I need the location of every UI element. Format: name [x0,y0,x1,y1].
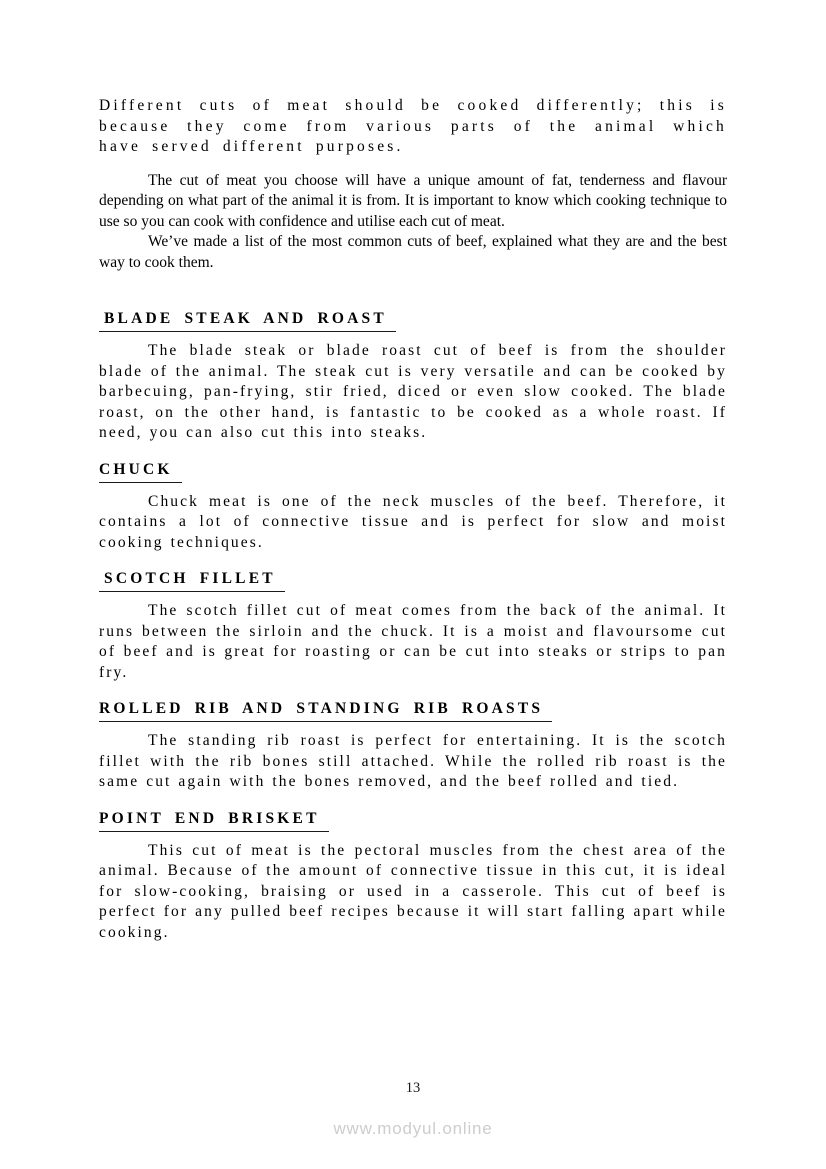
section-body-paragraph: This cut of meat is the pectoral muscles from the chest area of the animal. Because of the amount of connective tissue in this cut, it is ideal for slow-cooking, braising or used in a casserole. This cut of beef is perfect for any pulled beef recipes because it will start falling apart while cooking. [99,841,727,941]
intro-spaced-paragraph: Different cuts of meat should be cooked differently; this is because they come from various parts of the animal which have served different purposes. [99,97,727,155]
section-heading [99,309,727,332]
section-body-paragraph: The standing rib roast is perfect for entertaining. It is the scotch fillet with the rib bones still attached. While the rolled rib roast is the same cut again with the bones removed, and the beef rolled and tied. [99,732,727,790]
section-rolled-rib-and-standing-rib-roasts [99,699,727,793]
section-body-paragraph: The blade steak or blade roast cut of beef is from the shoulder blade of the animal. The steak cut is very versatile and can be cooked by barbecuing, pan-frying, stir fried, diced or even slow cooked. The blade roast, on the other hand, is fantastic to be cooked as a whole roast. If need, you can also cut this into steaks. [99,342,727,441]
section-heading [99,699,727,722]
intro-paragraph-2: We’ve made a list of the most common cuts of beef, explained what they are and the best way to cook them. [99,233,727,271]
section-heading-text: SCOTCH FILLET [99,569,285,592]
section-heading [99,809,727,832]
section-heading [99,569,727,592]
section-heading [99,460,727,483]
section-heading-text: CHUCK [99,460,182,483]
page-content [99,96,727,943]
section-blade-steak-and-roast [99,309,727,444]
section-heading-text: BLADE STEAK AND ROAST [99,309,396,332]
section-heading-text: ROLLED RIB AND STANDING RIB ROASTS [99,699,552,722]
section-chuck [99,460,727,554]
section-body-paragraph: Chuck meat is one of the neck muscles of the beef. Therefore, it contains a lot of connective tissue and is perfect for slow and moist cooking techniques. [99,492,727,551]
page-number: 13 [405,1080,421,1096]
watermark-url-text: www.modyul.online [333,1119,493,1138]
section-heading-text: POINT END BRISKET [99,809,329,832]
intro-paragraph-1: The cut of meat you choose will have a unique amount of fat, tenderness and flavour depending on what part of the animal it is from. It is important to know which cooking technique to use so you can cook with confidence and utilise each cut of meat. [99,171,727,230]
section-body-paragraph: The scotch fillet cut of meat comes from the back of the animal. It runs between the sirloin and the chuck. It is a moist and flavoursome cut of beef and is great for roasting or can be cut into steaks or strips to pan fry. [99,602,727,681]
section-point-end-brisket [99,809,727,944]
section-scotch-fillet [99,569,727,683]
